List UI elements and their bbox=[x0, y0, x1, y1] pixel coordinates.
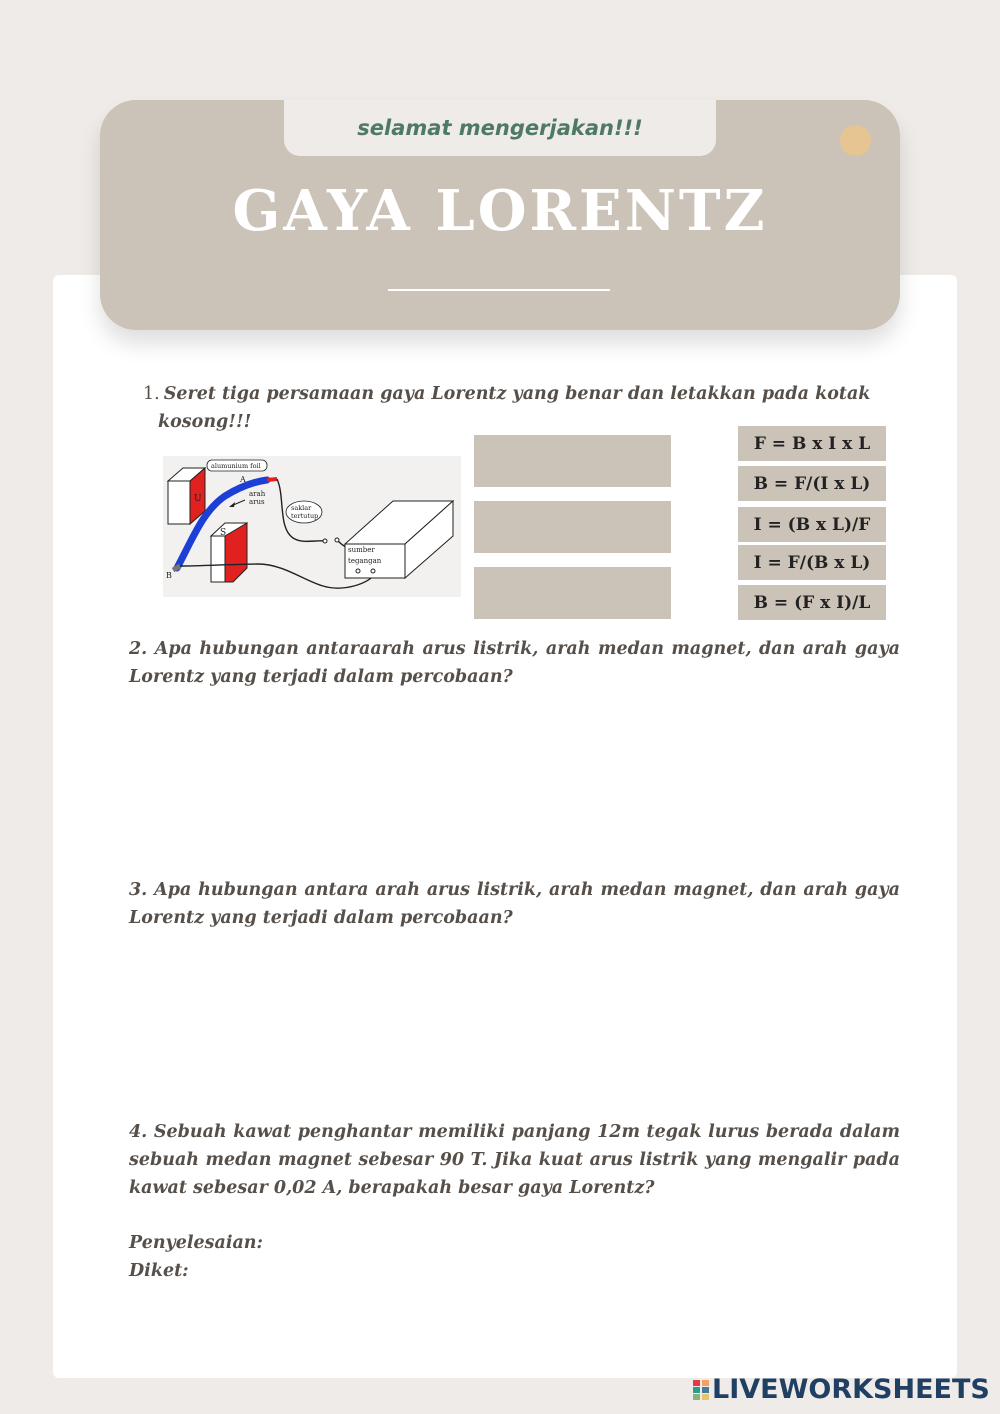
diagram-label-a: A bbox=[240, 475, 246, 484]
question-4: 4. Sebuah kawat penghantar memiliki panjang 12m tegak lurus berada dalam sebuah medan magnet sebesar 90 T. Jika kuat arus listrik yang mengalir pada kawat sebesar 0,02 A, berapakah besar gaya Lorentz? bbox=[129, 1122, 900, 1198]
diagram-label-sumber-1: sumber bbox=[348, 546, 375, 554]
page-title: GAYA LORENTZ bbox=[232, 178, 768, 244]
voltage-source-box bbox=[345, 501, 453, 578]
magnet-u bbox=[168, 468, 205, 524]
tagline: selamat mengerjakan!!! bbox=[357, 116, 643, 140]
diagram-label-foil: alumunium foil bbox=[211, 462, 261, 470]
solution-block bbox=[129, 1229, 529, 1285]
drop-zone-1[interactable] bbox=[474, 435, 671, 487]
diagram-label-s: S bbox=[220, 528, 227, 538]
question-1-line1: Seret tiga persamaan gaya Lorentz yang benar dan letakkan pada kotak bbox=[163, 384, 871, 404]
lorentz-experiment-diagram bbox=[163, 456, 461, 597]
diagram-label-u: U bbox=[194, 494, 202, 504]
drag-option-2[interactable]: B = F/(I x L) bbox=[738, 466, 886, 501]
wire-tip-b bbox=[173, 566, 180, 570]
diagram-label-arus-2: arus bbox=[249, 498, 265, 506]
drop-zone-2[interactable] bbox=[474, 501, 671, 553]
tagline-tab bbox=[284, 100, 716, 156]
liveworksheets-brand bbox=[692, 1374, 990, 1405]
question-1-line2: kosong!!! bbox=[158, 412, 252, 432]
diagram-label-saklar-1: saklar bbox=[291, 504, 312, 512]
brand-name: LIVEWORKSHEETS bbox=[712, 1374, 990, 1405]
solution-label: Penyelesaian: bbox=[129, 1233, 263, 1253]
drag-option-4[interactable]: I = F/(B x L) bbox=[738, 545, 886, 580]
title-underline bbox=[388, 289, 610, 291]
diagram-label-arus-1: arah bbox=[249, 490, 266, 498]
diagram-label-sumber-2: tegangan bbox=[348, 557, 382, 565]
diagram-label-saklar-2: tertutup bbox=[291, 512, 319, 520]
drag-option-3[interactable]: I = (B x L)/F bbox=[738, 507, 886, 542]
question-1-number: 1. bbox=[143, 384, 160, 404]
wire-tip-a bbox=[267, 479, 277, 480]
diagram-label-b: B bbox=[166, 571, 172, 580]
question-2: 2. Apa hubungan antaraarah arus listrik, arah medan magnet, dan arah gaya Lorentz yang terjadi dalam percobaan? bbox=[129, 639, 900, 687]
drag-option-1[interactable]: F = B x I x L bbox=[738, 426, 886, 461]
magnet-s bbox=[211, 523, 247, 582]
liveworksheets-logo-icon bbox=[692, 1379, 710, 1401]
decorative-dot bbox=[840, 125, 871, 156]
question-3: 3. Apa hubungan antara arah arus listrik, arah medan magnet, dan arah gaya Lorentz yang terjadi dalam percobaan? bbox=[129, 880, 900, 928]
drop-zone-3[interactable] bbox=[474, 567, 671, 619]
known-label: Diket: bbox=[129, 1261, 189, 1281]
drag-option-5[interactable]: B = (F x I)/L bbox=[738, 585, 886, 620]
